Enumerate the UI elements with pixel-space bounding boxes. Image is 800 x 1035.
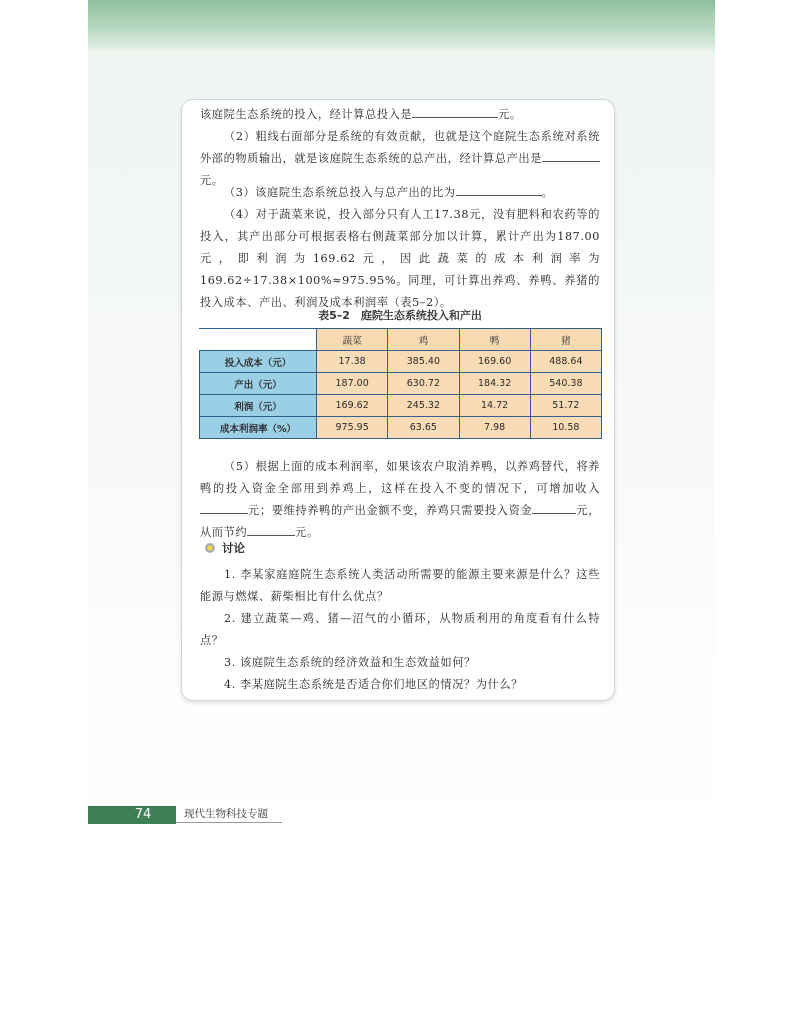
- bullet-circle-icon: [205, 543, 215, 553]
- answer-blank-5: [532, 500, 576, 514]
- discussion-item: 3. 该庭院生态系统的经济效益和生态效益如何？: [224, 656, 476, 669]
- paragraph-5-end: 元。: [295, 526, 319, 539]
- table-cell: 630.72: [388, 373, 459, 395]
- discussion-item: 1. 李某家庭庭院生态系统人类活动所需要的能源主要来源是什么？这些能源与燃煤、薪柴相比有什么优点？: [200, 568, 600, 603]
- table-header-row: [200, 329, 602, 351]
- table-cell: 14.72: [459, 395, 530, 417]
- table-cell: 488.64: [530, 351, 601, 373]
- row-header: 成本利润率（%）: [200, 417, 317, 439]
- paragraph-1-text: 该庭院生态系统的投入，经计算总投入是: [200, 108, 413, 121]
- header-band: [88, 0, 715, 50]
- column-header: 鸭: [459, 329, 530, 351]
- table-cell: 17.38: [317, 351, 388, 373]
- paragraph-5-text: （5）根据上面的成本利润率，如果该农户取消养鸭，以养鸡替代，将养鸭的投入资金全部用到养鸡上，这样在投入不变的情况下，可增加收入: [200, 460, 600, 495]
- table-cell: 184.32: [459, 373, 530, 395]
- data-table: [199, 328, 602, 439]
- paragraph-4: （4）对于蔬菜来说，投入部分只有人工17.38元，没有肥料和农药等的投入，其产出部分可根据表格右侧蔬菜部分加以计算，累计产出为187.00元，即利润为169.62元，因此蔬菜的成本利润率为169.62÷17.38×100%≈975.95%。同理，可计算出养鸡、养鸭、养猪的投入成本、产出、利润及成本利润率（表5–2）。: [200, 208, 600, 309]
- footer-divider: [176, 822, 282, 823]
- answer-blank-6: [247, 522, 295, 536]
- table-cell: 169.62: [317, 395, 388, 417]
- column-header: 蔬菜: [317, 329, 388, 351]
- paragraph-5-text-b: 元；要维持养鸭的产出金额不变，养鸡只需要投入资金: [248, 504, 533, 517]
- paragraph-5: [200, 456, 600, 544]
- table-cell: 63.65: [388, 417, 459, 439]
- answer-blank-2: [542, 148, 600, 162]
- discussion-heading: 讨论: [222, 541, 245, 555]
- paragraph-1-end: 元。: [498, 108, 522, 121]
- table-cell: 10.58: [530, 417, 601, 439]
- table-cell: 975.95: [317, 417, 388, 439]
- row-header: 利润（元）: [200, 395, 317, 417]
- table-cell: 51.72: [530, 395, 601, 417]
- column-header: 鸡: [388, 329, 459, 351]
- table-title: 表5–2 庭院生态系统投入和产出: [318, 309, 482, 322]
- paragraph-3-end: 。: [541, 186, 554, 199]
- discussion-item: 4. 李某庭院生态系统是否适合你们地区的情况？为什么？: [224, 678, 523, 691]
- paragraph-2-end: 元。: [200, 174, 224, 187]
- table-row: [200, 417, 602, 439]
- page-number: 74: [134, 807, 152, 822]
- book-title: 现代生物科技专题: [184, 808, 268, 820]
- table-row: [200, 395, 602, 417]
- answer-blank-4: [200, 500, 248, 514]
- table-cell: 7.98: [459, 417, 530, 439]
- answer-blank-3: [456, 182, 542, 196]
- table-cell: 187.00: [317, 373, 388, 395]
- paragraph-3-text: （3）该庭院生态系统总投入与总产出的比为: [224, 186, 456, 199]
- table-cell: 540.38: [530, 373, 601, 395]
- paragraph-2-text: （2）粗线右面部分是系统的有效贡献，也就是这个庭院生态系统对系统外部的物质输出，就是该庭院生态系统的总产出，经计算总产出是: [200, 130, 600, 165]
- row-header: 投入成本（元）: [200, 351, 317, 373]
- column-header: 猪: [530, 329, 601, 351]
- paragraph-1: [200, 104, 600, 126]
- discussion-item: 2. 建立蔬菜—鸡、猪—沼气的小循环，从物质利用的角度看有什么特点？: [200, 612, 600, 647]
- row-header: 产出（元）: [200, 373, 317, 395]
- paragraph-3: [200, 182, 600, 204]
- table-row: [200, 373, 602, 395]
- table-cell: 385.40: [388, 351, 459, 373]
- table-row: [200, 351, 602, 373]
- answer-blank-1: [412, 104, 498, 118]
- table-cell: 169.60: [459, 351, 530, 373]
- table-cell: 245.32: [388, 395, 459, 417]
- table-corner-cell: [200, 329, 317, 351]
- paragraph-5-text-c: 元，从而节约: [200, 504, 601, 539]
